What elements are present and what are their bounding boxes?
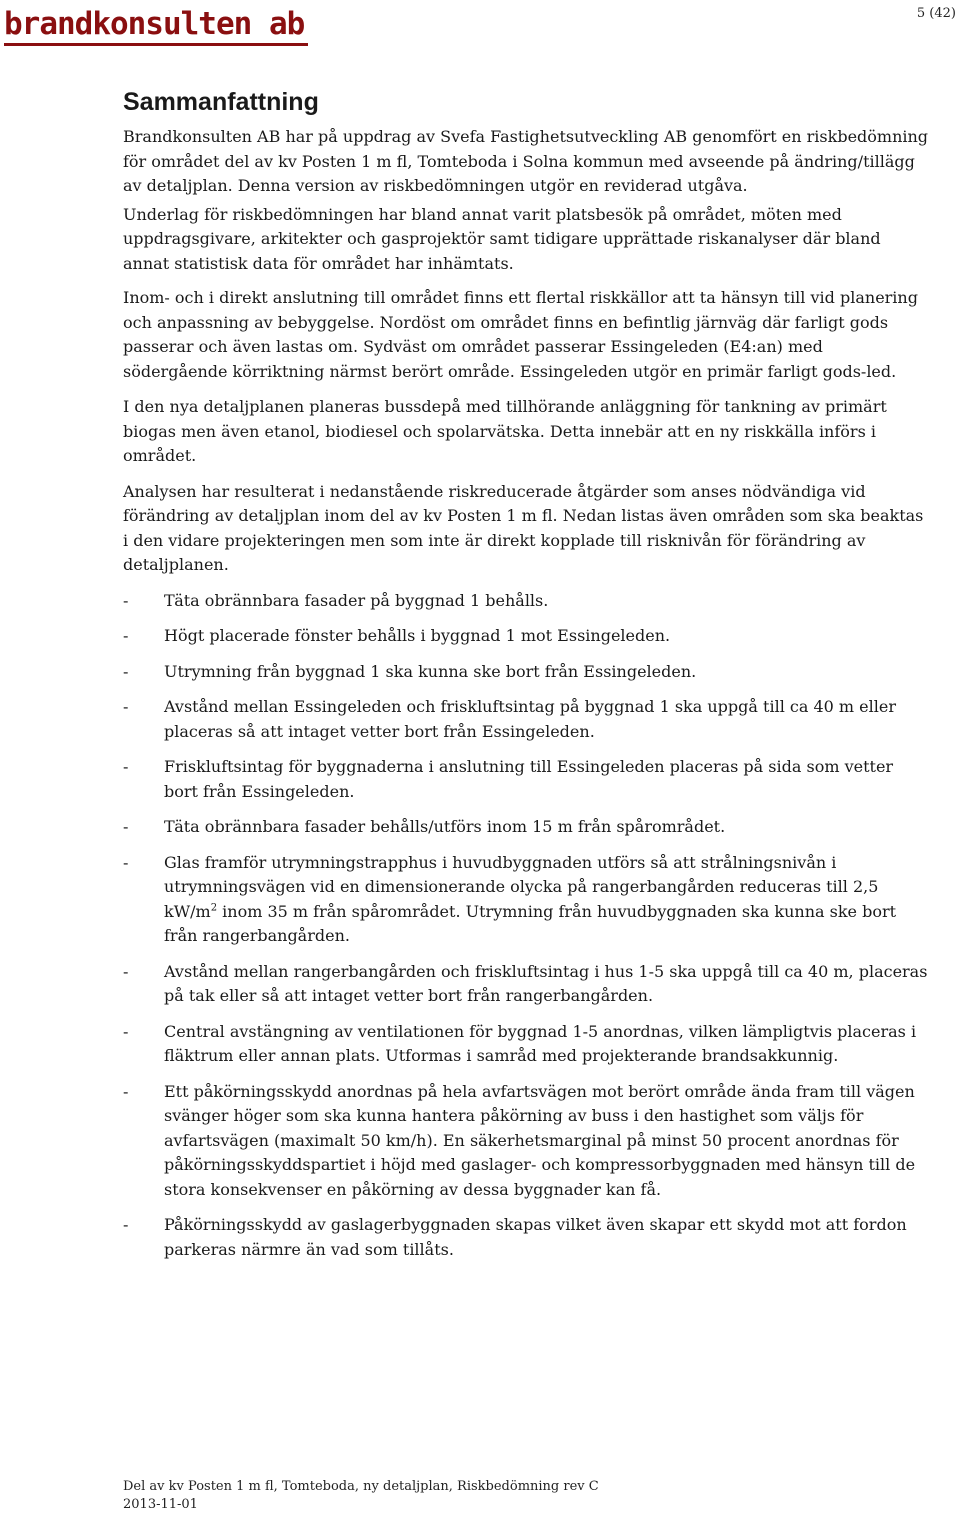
- list-item: [123, 815, 931, 840]
- list-dash: -: [123, 1081, 129, 1101]
- list-item: [123, 755, 931, 804]
- main-content: [123, 86, 931, 1273]
- page-footer: [123, 1478, 599, 1514]
- paragraph-intro: Brandkonsulten AB har på uppdrag av Svefa Fastighetsutveckling AB genomfört en riskbedömning för området del av kv Posten 1 m fl, Tomteboda i Solna kommun med avseende på ändring/tillägg av detaljplan. Denna version av riskbedömningen utgör en reviderad utgåva.: [123, 127, 929, 195]
- paragraph-new-plan: I den nya detaljplanen planeras bussdepå med tillhörande anläggning för tankning av primärt biogas men även etanol, biodiesel och spolarvätska. Detta innebär att en ny riskkälla införs i området.: [123, 397, 887, 465]
- list-item-text: Påkörningsskydd av gaslagerbyggnaden skapas vilket även skapar ett skydd mot att fordon parkeras närmre än vad som tillåts.: [164, 1215, 907, 1259]
- list-item-text: Högt placerade fönster behålls i byggnad 1 mot Essingeleden.: [164, 626, 671, 645]
- list-dash: -: [123, 757, 129, 776]
- list-item: [123, 624, 931, 649]
- company-logo: brandkonsulten ab: [4, 6, 305, 42]
- list-item: [123, 1213, 931, 1262]
- footer-date: 2013-11-01: [123, 1497, 198, 1512]
- section-title: Sammanfattning: [123, 88, 319, 116]
- page-number: 5 (42): [916, 6, 956, 21]
- list-item-text: [164, 853, 896, 946]
- measures-list: [123, 589, 931, 1263]
- list-item: [123, 1080, 931, 1203]
- list-dash: -: [123, 961, 129, 981]
- list-dash: -: [123, 1021, 129, 1041]
- list-item: [123, 1020, 931, 1069]
- footer-document-title: Del av kv Posten 1 m fl, Tomteboda, ny detaljplan, Riskbedömning rev C: [123, 1479, 599, 1494]
- list-item: [123, 589, 931, 614]
- list-item-text: Ett påkörningsskydd anordnas på hela avfartsvägen mot berört område ända fram till vägen svänger höger som ska kunna hantera påkörning av buss i den hastighet som väljs för avfartsvägen (maximalt 50 km/h). En säkerhetsmarginal på minst 50 procent anordnas för påkörningsskyddspartiet i höjd med gaslager- och kompressorbyggnaden med hänsyn till de stora konsekvenser en påkörning av dessa byggnader kan få.: [164, 1081, 916, 1199]
- logo-underline: [4, 43, 308, 46]
- list-dash: -: [123, 852, 129, 872]
- paragraph-analysis: Analysen har resulterat i nedanstående riskreducerade åtgärder som anses nödvändiga vid förändring av detaljplan inom del av kv Posten 1 m fl. Nedan listas även områden som ska beaktas i den vidare projekteringen men som inte är direkt kopplade till risknivån för förändring av detaljplanen.: [123, 481, 924, 574]
- list-item: [123, 960, 931, 1009]
- list-dash: -: [123, 1215, 129, 1234]
- list-item-text-part: inom 35 m från spårområdet. Utrymning från huvudbyggnaden ska kunna ske bort från rangerbangården.: [164, 901, 897, 945]
- list-item-text: Täta obrännbara fasader på byggnad 1 behålls.: [164, 590, 549, 610]
- list-dash: -: [123, 590, 129, 610]
- list-item-text-part: Glas framför utrymningstrapphus i huvudbyggnaden utförs så att strålningsnivån i utrymningsvägen vid en dimensionerande olycka på rangerbangården reduceras till 2,5 kW/m: [164, 852, 879, 921]
- list-item: [123, 851, 931, 949]
- list-item-text: Täta obrännbara fasader behålls/utförs inom 15 m från spårområdet.: [164, 817, 726, 836]
- list-dash: -: [123, 626, 129, 645]
- list-item-text: Utrymning från byggnad 1 ska kunna ske bort från Essingeleden.: [164, 661, 697, 681]
- list-item: [123, 660, 931, 685]
- paragraph-risk-sources: Inom- och i direkt anslutning till området finns ett flertal riskkällor att ta hänsyn till vid planering och anpassning av bebyggelse. Nordöst om området finns en befintlig järnväg där farligt gods passerar och även lastas om. Sydväst om området passerar Essingeleden (E4:an) med södergående körriktning närmst berört område. Essingeleden utgör en primär farligt gods-led.: [123, 288, 918, 381]
- paragraph-basis: Underlag för riskbedömningen har bland annat varit platsbesök på området, möten med uppdragsgivare, arkitekter och gasprojektör samt tidigare upprättade riskanalyser där bland annat statistisk data för området har inhämtats.: [123, 204, 881, 273]
- list-dash: -: [123, 661, 129, 681]
- list-item-text: Avstånd mellan Essingeleden och friskluftsintag på byggnad 1 ska uppgå till ca 40 m eller placeras så att intaget vetter bort från Essingeleden.: [164, 697, 896, 741]
- list-item-text: Avstånd mellan rangerbangården och friskluftsintag i hus 1-5 ska uppgå till ca 40 m, placeras på tak eller så att intaget vetter bort från rangerbangården.: [164, 961, 928, 1005]
- list-dash: -: [123, 817, 129, 836]
- list-item-text: Friskluftsintag för byggnaderna i anslutning till Essingeleden placeras på sida som vetter bort från Essingeleden.: [164, 757, 894, 801]
- list-dash: -: [123, 697, 129, 716]
- superscript: 2: [210, 902, 218, 914]
- list-item-text: Central avstängning av ventilationen för byggnad 1-5 anordnas, vilken lämpligtvis placeras i fläktrum eller annan plats. Utformas i samråd med projekterande brandsakkunnig.: [164, 1021, 917, 1065]
- list-item: [123, 695, 931, 744]
